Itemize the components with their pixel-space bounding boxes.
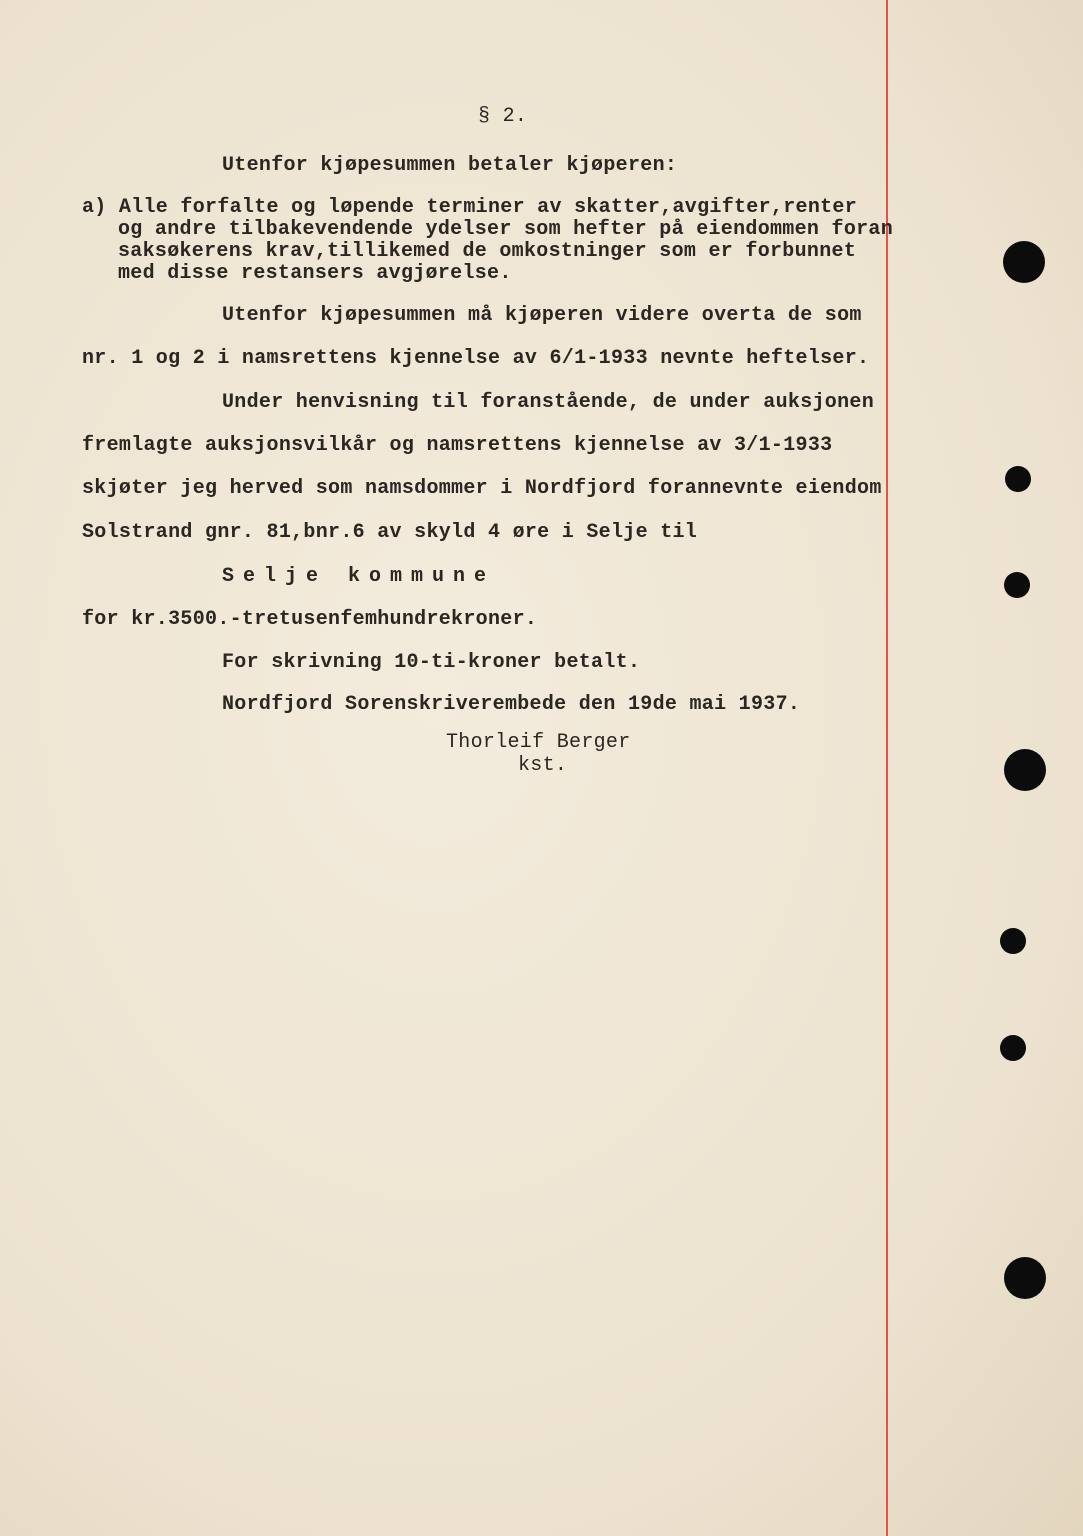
signature-title: kst. [518, 754, 568, 777]
price-line: for kr.3500.-tretusenfemhundrekroner. [82, 608, 538, 631]
section-heading: § 2. [478, 105, 528, 128]
paragraph-line: Solstrand gnr. 81,bnr.6 av skyld 4 øre i Selje til [82, 521, 698, 544]
punch-hole [1004, 1257, 1046, 1299]
punch-hole [1000, 928, 1026, 954]
place-date-line: Nordfjord Sorenskriverembede den 19de mai 1937. [222, 693, 801, 716]
punch-hole [1005, 466, 1031, 492]
punch-hole [1004, 572, 1030, 598]
paragraph-line: Utenfor kjøpesummen må kjøperen videre overta de som [222, 304, 862, 327]
paragraph-line: Under henvisning til foranstående, de under auksjonen [222, 391, 875, 414]
signature-name: Thorleif Berger [446, 731, 631, 754]
punch-hole [1000, 1035, 1026, 1061]
paragraph-line: nr. 1 og 2 i namsrettens kjennelse av 6/1-1933 nevnte heftelser. [82, 347, 870, 370]
item-a-line: med disse restansers avgjørelse. [118, 262, 512, 285]
item-a-line: saksøkerens krav,tillikemed de omkostninger som er forbunnet [118, 240, 857, 263]
punch-hole [1004, 749, 1046, 791]
buyer-name: Selje kommune [222, 565, 496, 588]
intro-line: Utenfor kjøpesummen betaler kjøperen: [222, 154, 678, 177]
item-a-line: a) Alle forfalte og løpende terminer av skatter,avgifter,renter [82, 196, 858, 219]
item-a-line: og andre tilbakevendende ydelser som hefter på eiendommen foran [118, 218, 894, 241]
paragraph-line: fremlagte auksjonsvilkår og namsrettens kjennelse av 3/1-1933 [82, 434, 833, 457]
fee-line: For skrivning 10-ti-kroner betalt. [222, 651, 641, 674]
paragraph-line: skjøter jeg herved som namsdommer i Nordfjord forannevnte eiendom [82, 477, 882, 500]
punch-hole [1003, 241, 1045, 283]
